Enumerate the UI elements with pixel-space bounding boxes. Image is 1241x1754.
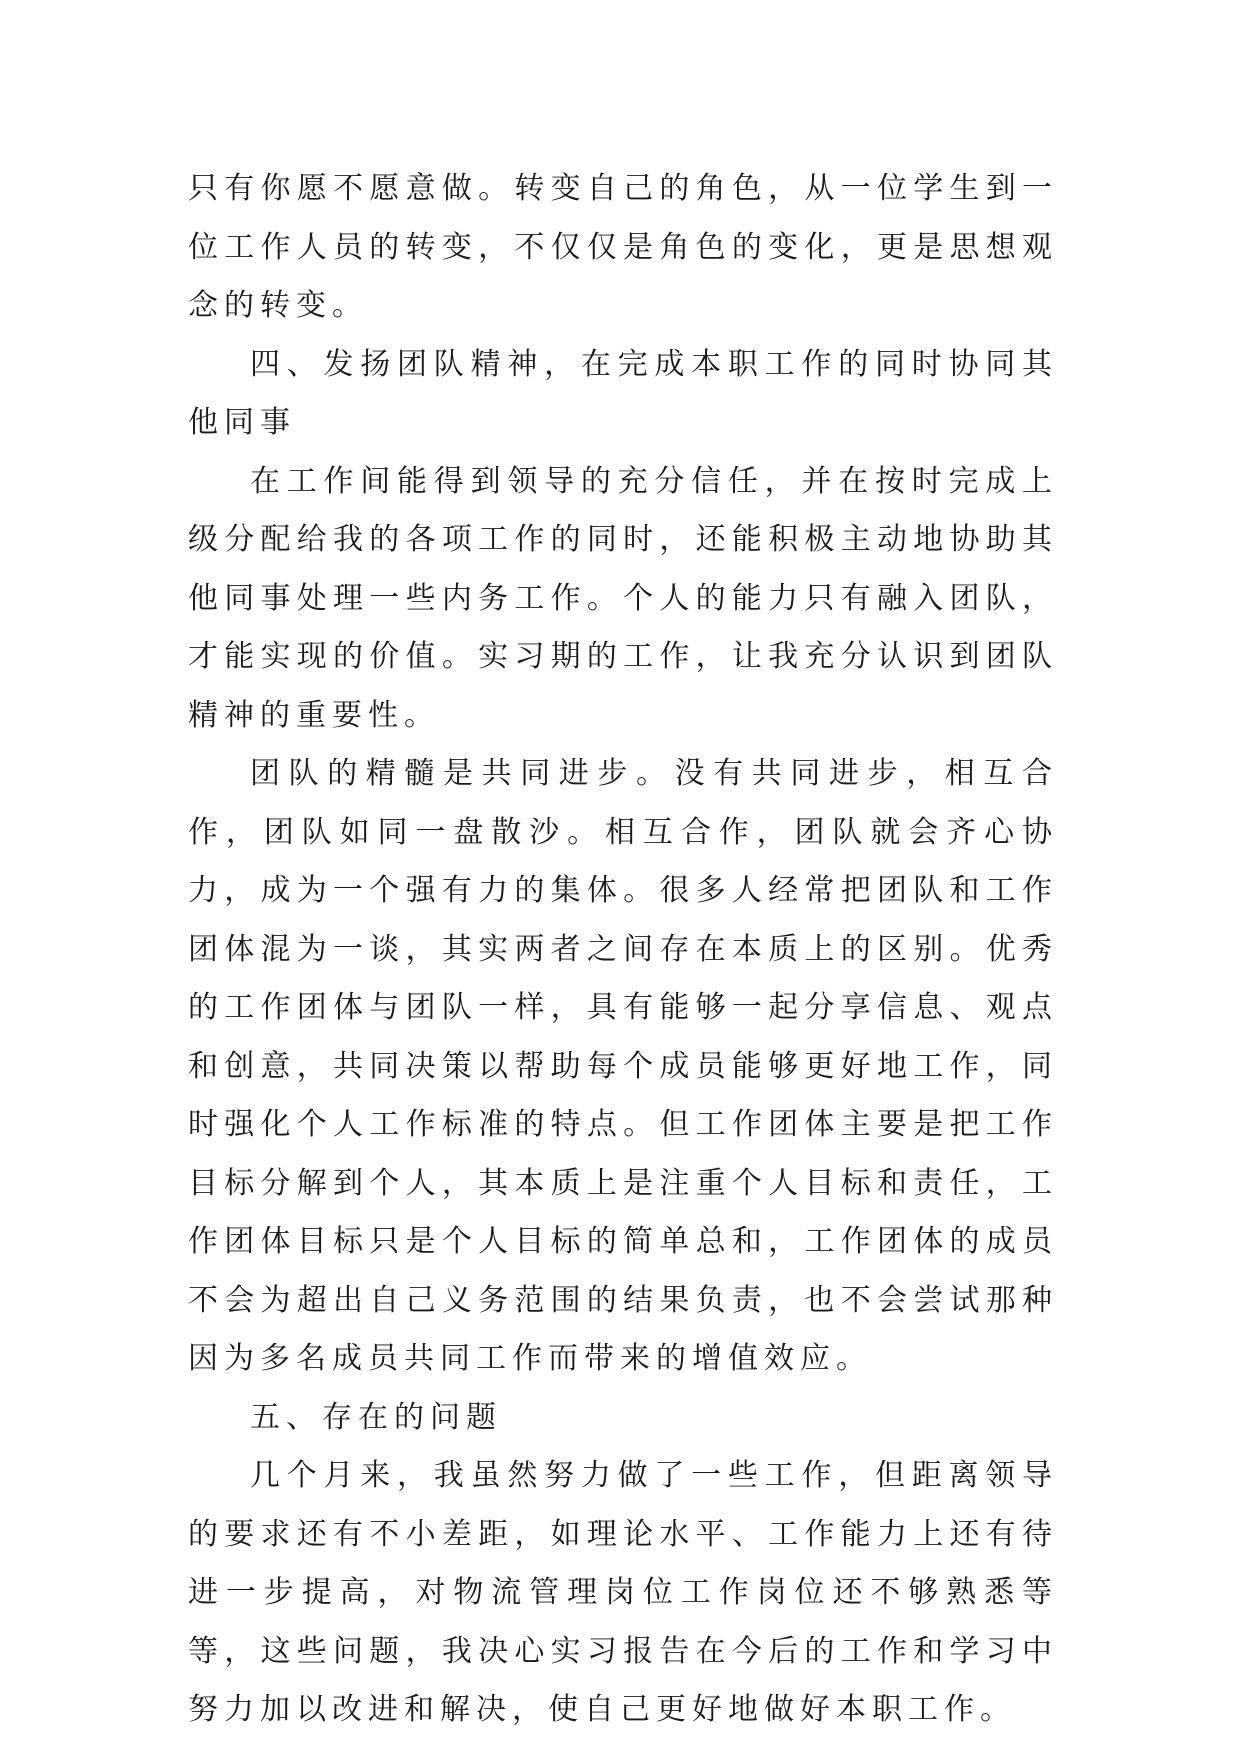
document-body	[188, 160, 1058, 1740]
paragraph-trust: 在工作间能得到领导的充分信任，并在按时完成上级分配给我的各项工作的同时，还能积极主动地协助其他同事处理一些内务工作。个人的能力只有融入团队，才能实现的价值。实习期的工作，让我充分认识到团队精神的重要性。	[188, 463, 1058, 733]
paragraph-team-essence: 团队的精髓是共同进步。没有共同进步，相互合作，团队如同一盘散沙。相互合作，团队就会齐心协力，成为一个强有力的集体。很多人经常把团队和工作团体混为一谈，其实两者之间存在本质上的区别。优秀的工作团体与团队一样，具有能够一起分享信息、观点和创意，共同决策以帮助每个成员能够更好地工作，同时强化个人工作标准的特点。但工作团体主要是把工作目标分解到个人，其本质上是注重个人目标和责任，工作团体目标只是个人目标的简单总和，工作团体的成员不会为超出自己义务范围的结果负责，也不会尝试那种因为多名成员共同工作而带来的增值效应。	[188, 756, 1058, 1376]
paragraph-continuation: 只有你愿不愿意做。转变自己的角色，从一位学生到一位工作人员的转变，不仅仅是角色的变化，更是思想观念的转变。	[188, 171, 1058, 323]
section-heading-problems: 五、存在的问题	[250, 1399, 502, 1435]
paragraph-problems: 几个月来，我虽然努力做了一些工作，但距离领导的要求还有不小差距，如理论水平、工作能力上还有待进一步提高，对物流管理岗位工作岗位还不够熟悉等等，这些问题，我决心实习报告在今后的工作和学习中努力加以改进和解决，使自己更好地做好本职工作。	[188, 1458, 1058, 1727]
section-heading-team-spirit: 四、发扬团队精神，在完成本职工作的同时协同其他同事	[188, 346, 1058, 440]
